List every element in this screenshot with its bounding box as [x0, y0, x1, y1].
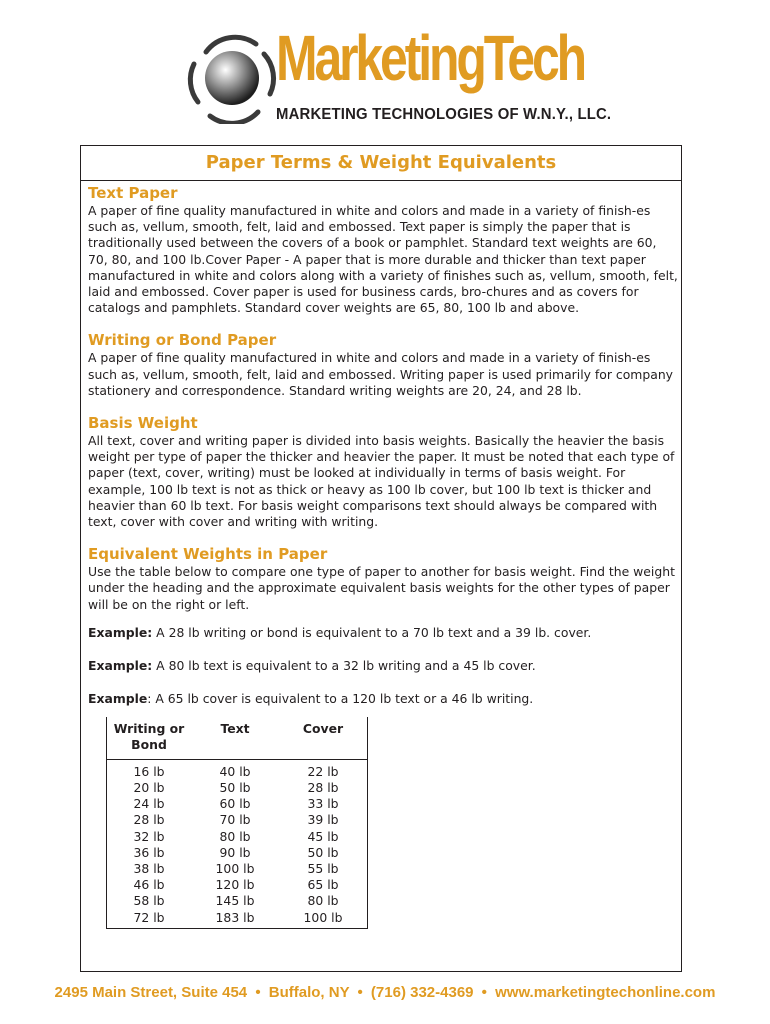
- table-cell: 45 lb: [279, 829, 368, 845]
- table-cell: 60 lb: [219, 796, 251, 812]
- table-row: [107, 845, 368, 861]
- table-cell: 80 lb: [219, 828, 251, 844]
- table-cell: 50 lb: [279, 845, 368, 861]
- table-cell: 65 lb: [279, 877, 368, 893]
- table-row: [107, 812, 368, 828]
- table-cell: 100 lb: [215, 861, 255, 877]
- table-cell: 145 lb: [215, 893, 255, 909]
- table-cell: 58 lb: [107, 893, 192, 909]
- table-cell: 22 lb: [279, 759, 368, 780]
- example-text: : A 65 lb cover is equivalent to a 120 lb text or a 46 lb writing.: [147, 690, 534, 706]
- table-cell: 40 lb: [219, 763, 251, 779]
- section-body: A paper of fine quality manufactured in white and colors and made in a variety of finish-es such as, vellum, smooth, felt, laid and embossed. Text paper is simply the paper that is traditionally used between the covers of a book or pamphlet. Standard text weights are 60, 70, 80, and 100 lb.Cover Paper - A paper that is more durable and thicker than text paper manufactured in white and colors along with a variety of finishes such as, vellum, smooth, felt, laid and embossed. Cover paper is used for business cards, bro-chures and as covers for catalogs and pamphlets. Standard cover weights are 65, 80, 100 lb and above.: [88, 203, 678, 316]
- document-frame: [80, 145, 682, 972]
- table-cell: 28 lb: [279, 780, 368, 796]
- example-text: A 28 lb writing or bond is equivalent to a 70 lb text and a 39 lb. cover.: [152, 624, 592, 640]
- footer-separator: •: [481, 984, 487, 1001]
- section-heading: Basis Weight: [88, 414, 198, 433]
- example-label: Example:: [88, 624, 153, 640]
- section-heading: Equivalent Weights in Paper: [88, 545, 328, 564]
- footer-city: Buffalo, NY: [268, 984, 350, 1001]
- table-row: [107, 861, 368, 877]
- table-cell: 38 lb: [107, 861, 192, 877]
- table-cell: 80 lb: [279, 893, 368, 909]
- header: [0, 0, 770, 140]
- footer-separator: •: [357, 984, 363, 1001]
- table-row: [107, 780, 368, 796]
- section-heading: Text Paper: [88, 184, 178, 202]
- col-header-writing: Writing or Bond: [107, 717, 192, 760]
- section-body: Use the table below to compare one type of paper to another for basis weight. Find the weight under the heading and the approximate equivalent basis weights for the other types of paper will be on the right or left.: [88, 564, 675, 612]
- section-body: A paper of fine quality manufactured in white and colors and made in a variety of finish-es such as, vellum, smooth, felt, laid and embossed. Writing paper is used primarily for company stationery and correspondence. Standard writing weights are 20, 24, and 28 lb.: [88, 350, 674, 398]
- table-cell: 100 lb: [279, 910, 368, 929]
- table-cell: 39 lb: [279, 812, 368, 828]
- table-row: [107, 759, 368, 780]
- table-cell: 46 lb: [107, 877, 192, 893]
- section-text-paper: [88, 183, 678, 316]
- table-cell: 28 lb: [107, 812, 192, 828]
- weight-equivalents-table: [106, 717, 368, 929]
- section-writing-paper: [88, 330, 678, 399]
- table-cell: 16 lb: [107, 759, 192, 780]
- footer-contact: [0, 984, 770, 1001]
- example-1: [88, 625, 678, 641]
- table-row: [107, 829, 368, 845]
- brand-name: MarketingTech: [276, 22, 585, 94]
- example-label: Example:: [88, 657, 153, 673]
- title-divider: [81, 180, 681, 181]
- example-3: [88, 691, 678, 707]
- footer-website-link[interactable]: www.marketingtechonline.com: [495, 984, 716, 1001]
- page-title: Paper Terms & Weight Equivalents: [205, 152, 557, 173]
- example-text: A 80 lb text is equivalent to a 32 lb writing and a 45 lb cover.: [152, 657, 536, 673]
- table-cell: 72 lb: [107, 910, 192, 929]
- table-cell: 20 lb: [107, 780, 192, 796]
- table-cell: 70 lb: [219, 812, 251, 828]
- table-cell: 32 lb: [107, 829, 192, 845]
- table-cell: 24 lb: [107, 796, 192, 812]
- footer-address: 2495 Main Street, Suite 454: [54, 984, 248, 1001]
- globe-logo-icon: [186, 32, 278, 124]
- example-2: [88, 658, 678, 674]
- table-row: [107, 796, 368, 812]
- col-header-text: Text: [191, 717, 279, 760]
- table-cell: 50 lb: [219, 780, 251, 796]
- col-header-cover: Cover: [279, 717, 368, 760]
- table-row: [107, 877, 368, 893]
- section-basis-weight: [88, 413, 678, 530]
- brand-subtitle: MARKETING TECHNOLOGIES OF W.N.Y., LLC.: [276, 106, 612, 123]
- section-equivalent-weights: [88, 544, 678, 613]
- table-body: [107, 759, 368, 928]
- document-body: [88, 183, 678, 929]
- footer-separator: •: [255, 984, 261, 1001]
- section-body: All text, cover and writing paper is divided into basis weights. Basically the heavier the basis weight per type of paper the thicker and heavier the paper. It must be noted that each type of paper (text, cover, writing) must be looked at individually in terms of basis weight. For example, 100 lb text is not as thick or heavy as 100 lb cover, but 100 lb text is thicker and heavier than 60 lb text. For basis weight comparisons text should always be compared with text, cover with cover and writing with writing.: [88, 433, 675, 530]
- table-cell: 36 lb: [107, 845, 192, 861]
- table-cell: 120 lb: [215, 877, 255, 893]
- table-header-row: [107, 717, 368, 760]
- section-heading: Writing or Bond Paper: [88, 331, 277, 350]
- table-row: [107, 893, 368, 909]
- table-cell: 55 lb: [279, 861, 368, 877]
- table-row: [107, 910, 368, 929]
- example-label: Example: [88, 690, 148, 706]
- table-cell: 33 lb: [279, 796, 368, 812]
- table-cell: 183 lb: [191, 910, 279, 929]
- table-cell: 90 lb: [219, 844, 251, 860]
- footer-phone: (716) 332-4369: [370, 984, 474, 1001]
